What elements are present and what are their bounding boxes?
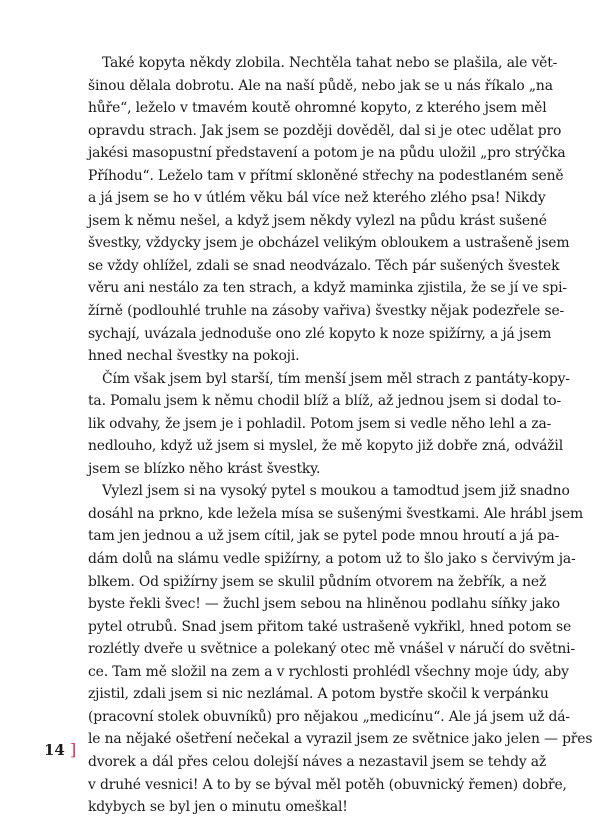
text-line: hůře“, leželo v tmavém koutě ohromné kopyto, z kterého jsem měl [88, 100, 547, 117]
text-line: kdybych se byl jen o minutu omeškal! [88, 799, 348, 816]
text-line: ce. Tam mě složil na zem a v rychlosti prohlédl všechny moje údy, aby [88, 663, 569, 680]
text-line: jakési masopustní představení a potom je na půdu uložil „pro strýčka [88, 145, 566, 162]
paragraph-1 [88, 52, 570, 368]
text-line: v druhé vesnici! A to by se býval měl potěh (obuvnický řemen) dobře, [88, 776, 567, 793]
text-line: hned nechal švestky na pokoji. [88, 348, 300, 365]
text-line: Vylezl jsem si na vysoký pytel s moukou a tamodtud jsem již snadno [102, 483, 570, 500]
text-line: tam jen jednou a už jsem cítil, jak se pytel pode mnou hroutí a já pa- [88, 528, 560, 545]
body-text [88, 52, 593, 819]
text-line: lik odvahy, že jsem je i pohladil. Potom jsem si vedle něho lehl a za- [88, 415, 552, 432]
text-line: švestky, vždycky jsem je obcházel velikým obloukem a ustrašeně jsem [88, 235, 570, 252]
paragraph-3 [88, 480, 593, 818]
text-line: dám dolů na slámu vedle spižírny, a potom už to šlo jako s červivým ja- [88, 551, 576, 568]
text-line: sychají, uvázala jednoduše ono zlé kopyto k noze spižírny, a já jsem [88, 325, 552, 342]
text-line: šinou dělala dobrotu. Ale na naší půdě, nebo jak se u nás říkalo „na [88, 77, 553, 94]
text-line: nedlouho, když už jsem si myslel, že mě kopyto již dobře zná, odvážil [88, 438, 563, 455]
page-number: 14 [44, 741, 65, 759]
text-line: Čím však jsem byl starší, tím menší jsem měl strach z pantáty-kopy- [102, 370, 570, 387]
text-line: rozlétly dveře u světnice a polekaný otec mě vnášel v náručí do světni- [88, 641, 576, 658]
text-line: le na nějaké ošetření nečekal a vyrazil jsem ze světnice jako jelen — přes [88, 731, 593, 748]
text-line: opravdu strach. Jak jsem se později dověděl, dal si je otec udělat pro [88, 122, 562, 139]
text-line: jsem k němu nešel, a když jsem někdy vylezl na půdu krást sušené [88, 212, 547, 229]
text-line: zjistil, zdali jsem si nic nezlámal. A potom bystře skočil k verpánku [88, 686, 549, 703]
text-line: dosáhl na prkno, kde ležela mísa se sušenými švestkami. Ale hrábl jsem [88, 505, 584, 522]
text-line: byste řekli švec! — žuchl jsem sebou na hliněnou podlahu síňky jako [88, 596, 561, 613]
paragraph-2 [88, 368, 570, 481]
text-line: (pracovní stolek obuvníků) pro nějakou „medicínu“. Ale já jsem už dá- [88, 708, 570, 725]
text-line: pytel otrubů. Snad jsem přitom také ustrašeně vykřikl, hned potom se [88, 618, 572, 635]
page-number-bracket: ] [70, 740, 77, 759]
text-line: ta. Pomalu jsem k němu chodil blíž a blíž, až jednou jsem si dodal to- [88, 393, 562, 410]
text-line: Příhodu“. Leželo tam v přítmí skloněné střechy na podestlaném seně [88, 167, 564, 184]
text-line: jsem se blízko něho krást švestky. [88, 460, 321, 477]
text-line: a já jsem se ho v útlém věku bál více než kterého zlého psa! Nikdy [88, 190, 546, 207]
text-line: věru ani nestálo za ten strach, a když maminka zjistila, že se jí ve spi- [88, 280, 567, 297]
text-line: se vždy ohlížel, zdali se snad neodvázalo. Těch pár sušených švestek [88, 257, 560, 274]
text-line: dvorek a dál přes celou dolejší náves a nezastavil jsem se tehdy až [88, 753, 547, 770]
text-line: blkem. Od spižírny jsem se skulil půdním otvorem na žebřík, a než [88, 573, 547, 590]
text-line: žírně (podlouhlé truhle na zásoby vařiva) švestky nějak podezřele se- [88, 303, 565, 320]
text-line: Také kopyta někdy zlobila. Nechtěla tahat nebo se plašila, ale vět- [102, 55, 558, 71]
